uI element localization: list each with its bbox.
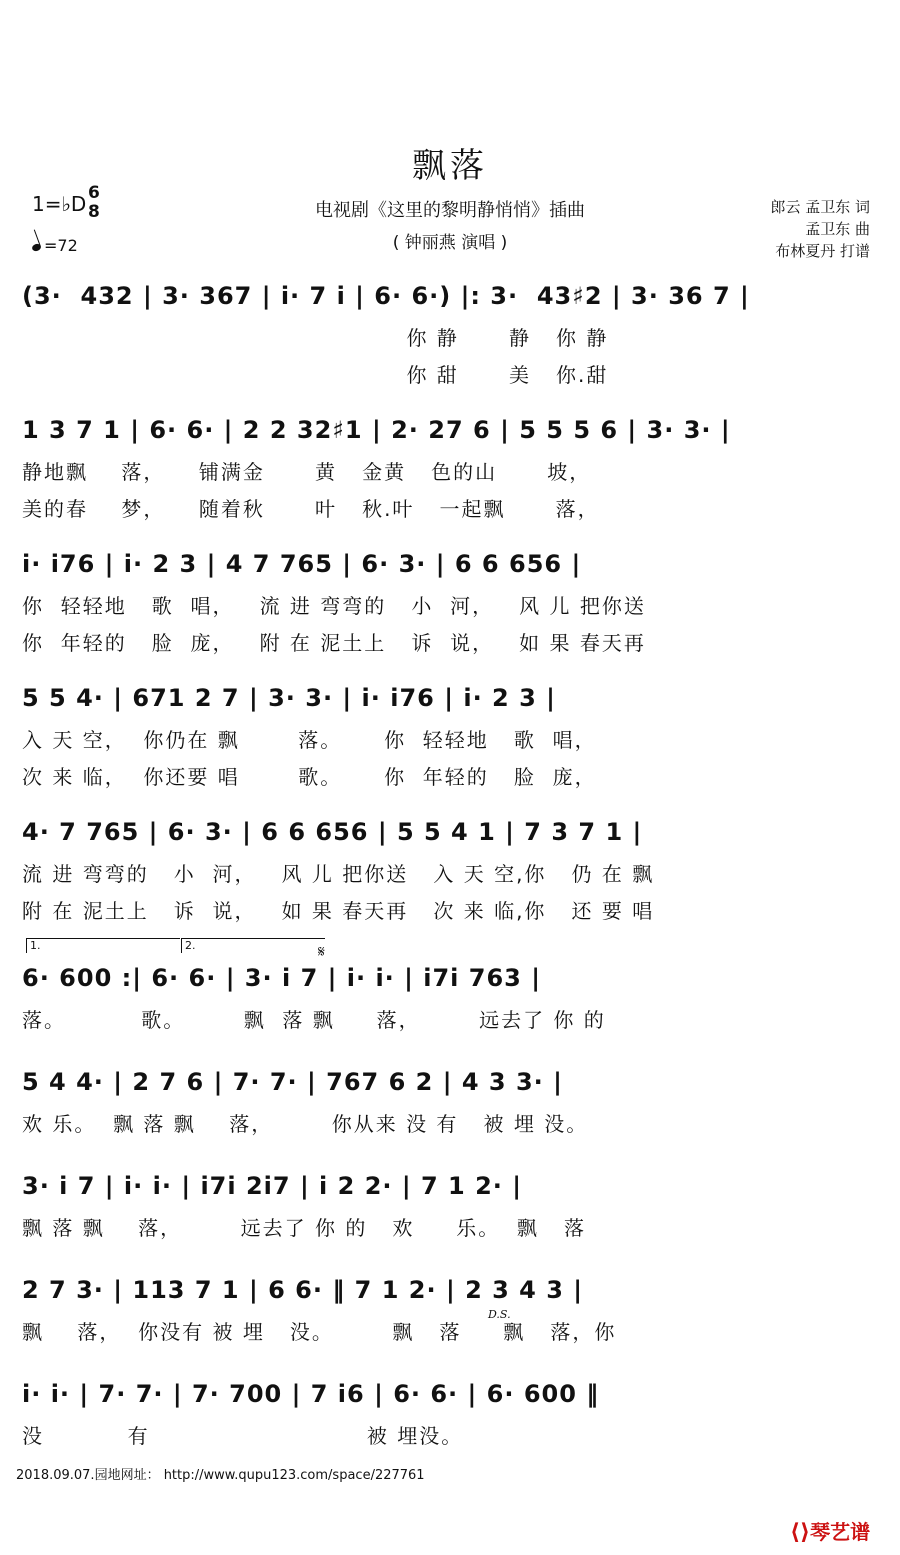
- score-row-8: [22, 1172, 882, 1241]
- score-row-7: [22, 1068, 882, 1137]
- score-row-2: [22, 416, 882, 522]
- second-ending-bracket: [181, 938, 325, 953]
- music-credit: 孟卫东 曲: [805, 220, 870, 238]
- dal-segno-mark: D.S.: [488, 1308, 511, 1321]
- notation-line: 5 5 4· | 671 2 7 | 3· 3· | i· i76 | i· 2 3 |: [22, 684, 556, 712]
- tempo-value: =72: [44, 236, 78, 255]
- lyric-verse-1: 静地飘 落， 铺满金 黄 金黄 色的山 坡，: [22, 460, 592, 484]
- quarter-note-icon: [31, 243, 42, 253]
- lyric-verse-1: 你 静 静 你 静: [22, 326, 609, 350]
- notation-line: i· i76 | i· 2 3 | 4 7 765 | 6· 3· | 6 6 656 |: [22, 550, 582, 578]
- notation-line: (3· 432 | 3· 367 | i· 7 i | 6· 6·) |: 3· 43♯2 | 3· 36 7 |: [22, 282, 750, 310]
- notation-line: 6· 600 :| 6· 6· | 3· i 7 | i· i· | i7i 763 |: [22, 964, 541, 992]
- footer-url: 2018.09.07.园地网址： http://www.qupu123.com/space/227761: [16, 1468, 425, 1483]
- lyric-verse-1: 没 有 被 埋没。: [22, 1424, 464, 1448]
- notation-line: 1 3 7 1 | 6· 6· | 2 2 32♯1 | 2· 27 6 | 5 5 5 6 | 3· 3· |: [22, 416, 731, 444]
- song-title: 飘落: [412, 146, 488, 186]
- song-subtitle: 电视剧《这里的黎明静悄悄》插曲: [315, 200, 585, 221]
- lyric-verse-2: 你 甜 美 你.甜: [22, 363, 609, 387]
- score-row-3: [22, 550, 882, 656]
- transcriber-credit: 布林夏丹 打谱: [775, 242, 870, 260]
- lyric-verse-2: 你 年轻的 脸 庞， 附 在 泥土上 诉 说， 如 果 春天再: [22, 631, 646, 655]
- score-row-9: [22, 1276, 882, 1345]
- volta-2-label: 2.: [185, 939, 196, 952]
- notation-line: 3· i 7 | i· i· | i7i 2i7 | i 2 2· | 7 1 2· |: [22, 1172, 523, 1200]
- meter-top: 6: [88, 183, 100, 203]
- lyric-verse-1: 入 天 空， 你仍在 飘 落。 你 轻轻地 歌 唱，: [22, 728, 597, 752]
- lyric-verse-1: 落。 歌。 飘 落 飘 落， 远去了 你 的: [22, 1008, 606, 1032]
- score-row-1: [22, 282, 882, 388]
- lyric-verse-1: 流 进 弯弯的 小 河， 风 儿 把你送 入 天 空,你 仍 在 飘: [22, 862, 655, 886]
- lyrics-credit: 郎云 孟卫东 词: [770, 198, 870, 216]
- lyric-verse-1: 飘 落 飘 落， 远去了 你 的 欢 乐。 飘 落: [22, 1216, 587, 1240]
- lyric-verse-1: 飘 落， 你没有 被 埋 没。 飘 落 飘 落，你: [22, 1320, 617, 1344]
- notation-line: 5 4 4· | 2 7 6 | 7· 7· | 767 6 2 | 4 3 3· |: [22, 1068, 563, 1096]
- key-signature: 1=♭D: [32, 192, 87, 216]
- brand-name: 琴艺谱: [810, 1520, 871, 1544]
- score-row-5: [22, 818, 882, 924]
- notation-line: i· i· | 7· 7· | 7· 700 | 7 i6 | 6· 6· | 6· 600 ‖: [22, 1380, 600, 1408]
- lyric-verse-1: 欢 乐。 飘 落 飘 落， 你从来 没 有 被 埋 没。: [22, 1112, 589, 1136]
- notation-line: 4· 7 765 | 6· 3· | 6 6 656 | 5 5 4 1 | 7 3 7 1 |: [22, 818, 643, 846]
- segno-icon: 𝄋: [318, 942, 325, 961]
- meter-bottom: 8: [88, 202, 100, 222]
- volta-1-label: 1.: [30, 939, 41, 952]
- brand-logo: [790, 1516, 870, 1545]
- score-row-10: [22, 1380, 882, 1449]
- first-ending-bracket: [26, 938, 180, 953]
- tempo-marking: [32, 236, 78, 255]
- notation-line: 2 7 3· | 113 7 1 | 6 6· ‖ 7 1 2· | 2 3 4 3 |: [22, 1276, 584, 1304]
- lyric-verse-1: 你 轻轻地 歌 唱， 流 进 弯弯的 小 河， 风 儿 把你送: [22, 594, 646, 618]
- score-row-6: [22, 964, 882, 1033]
- lyric-verse-2: 附 在 泥土上 诉 说， 如 果 春天再 次 来 临,你 还 要 唱: [22, 899, 655, 923]
- score-row-4: [22, 684, 882, 790]
- brand-logo-icon: ⟨⟩: [790, 1520, 811, 1545]
- singer-credit: ( 钟丽燕 演唱 ): [392, 233, 508, 253]
- time-signature: [88, 184, 100, 222]
- lyric-verse-2: 美的春 梦， 随着秋 叶 秋.叶 一起飘 落，: [22, 497, 600, 521]
- lyric-verse-2: 次 来 临， 你还要 唱 歌。 你 年轻的 脸 庞，: [22, 765, 597, 789]
